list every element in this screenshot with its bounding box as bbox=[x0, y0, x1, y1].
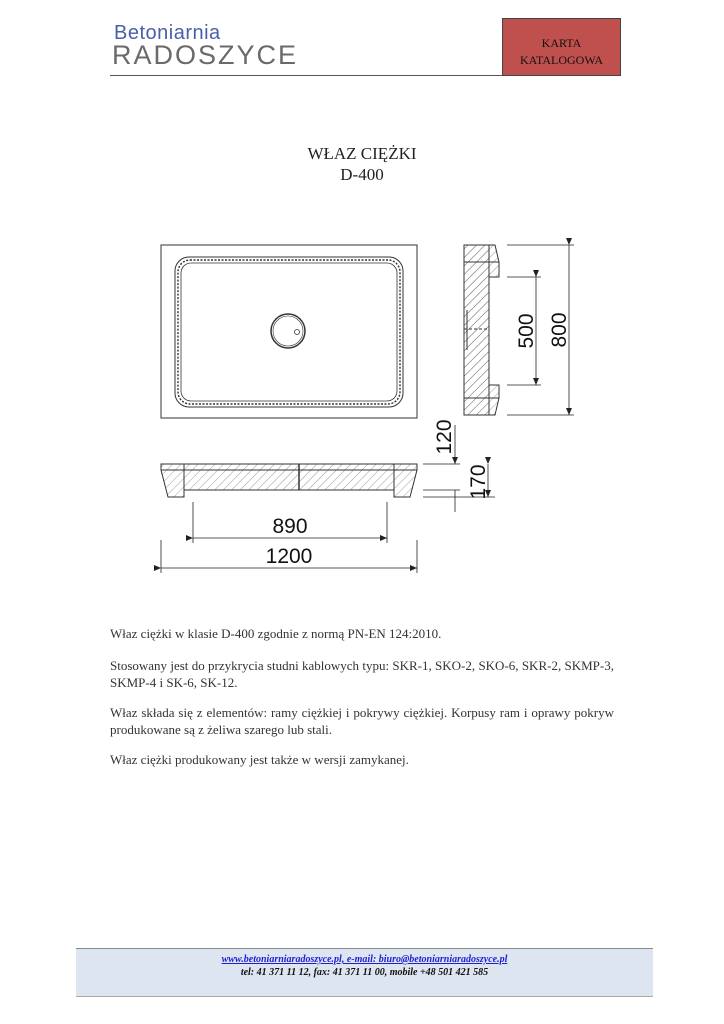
badge-line1: KARTA bbox=[541, 36, 582, 50]
badge-line2: KATALOGOWA bbox=[519, 53, 604, 67]
plan-view bbox=[161, 245, 417, 418]
dim-label-170: 170 bbox=[467, 464, 490, 500]
footer bbox=[76, 948, 653, 997]
side-section-view bbox=[464, 245, 499, 415]
dim-label-1200: 1200 bbox=[265, 545, 313, 568]
front-section-view bbox=[161, 464, 417, 497]
dim-label-120: 120 bbox=[433, 419, 456, 455]
dimension-labels bbox=[266, 312, 571, 568]
description-paragraph-4: Właz ciężki produkowany jest także w wersji zamykanej. bbox=[110, 752, 409, 767]
description-paragraph-1: Właz ciężki w klasie D-400 zgodnie z normą PN-EN 124:2010. bbox=[110, 626, 442, 641]
logo-betoniarnia: Betoniarnia bbox=[114, 22, 221, 44]
page-subtitle: D-400 bbox=[340, 165, 384, 184]
description-paragraph-2: Stosowany jest do przykrycia studni kablowych typu: SKR-1, SKO-2, SKO-6, SKR-2, SKMP-3, SKMP-4 i SK-6, SK-12. bbox=[110, 658, 614, 690]
dimension-lines bbox=[161, 245, 574, 573]
dim-label-800: 800 bbox=[548, 312, 571, 348]
page-title: WŁAZ CIĘŻKI bbox=[307, 144, 417, 163]
description-paragraph-3: Właz składa się z elementów: ramy ciężkiej i pokrywy ciężkiej. Korpusy ram i oprawy pokryw produkowane są z żeliwa szarego lub stali. bbox=[110, 705, 614, 737]
footer-phone-line: tel: 41 371 11 12, fax: 41 371 11 00, mobile +48 501 421 585 bbox=[240, 967, 489, 978]
footer-contact-link[interactable]: www.betoniarniaradoszyce.pl, e-mail: biuro@betoniarniaradoszyce.pl bbox=[221, 954, 508, 965]
dim-label-890: 890 bbox=[272, 515, 308, 538]
dim-label-500: 500 bbox=[515, 313, 538, 349]
logo-radoszyce: RADOSZYCE bbox=[112, 40, 299, 70]
